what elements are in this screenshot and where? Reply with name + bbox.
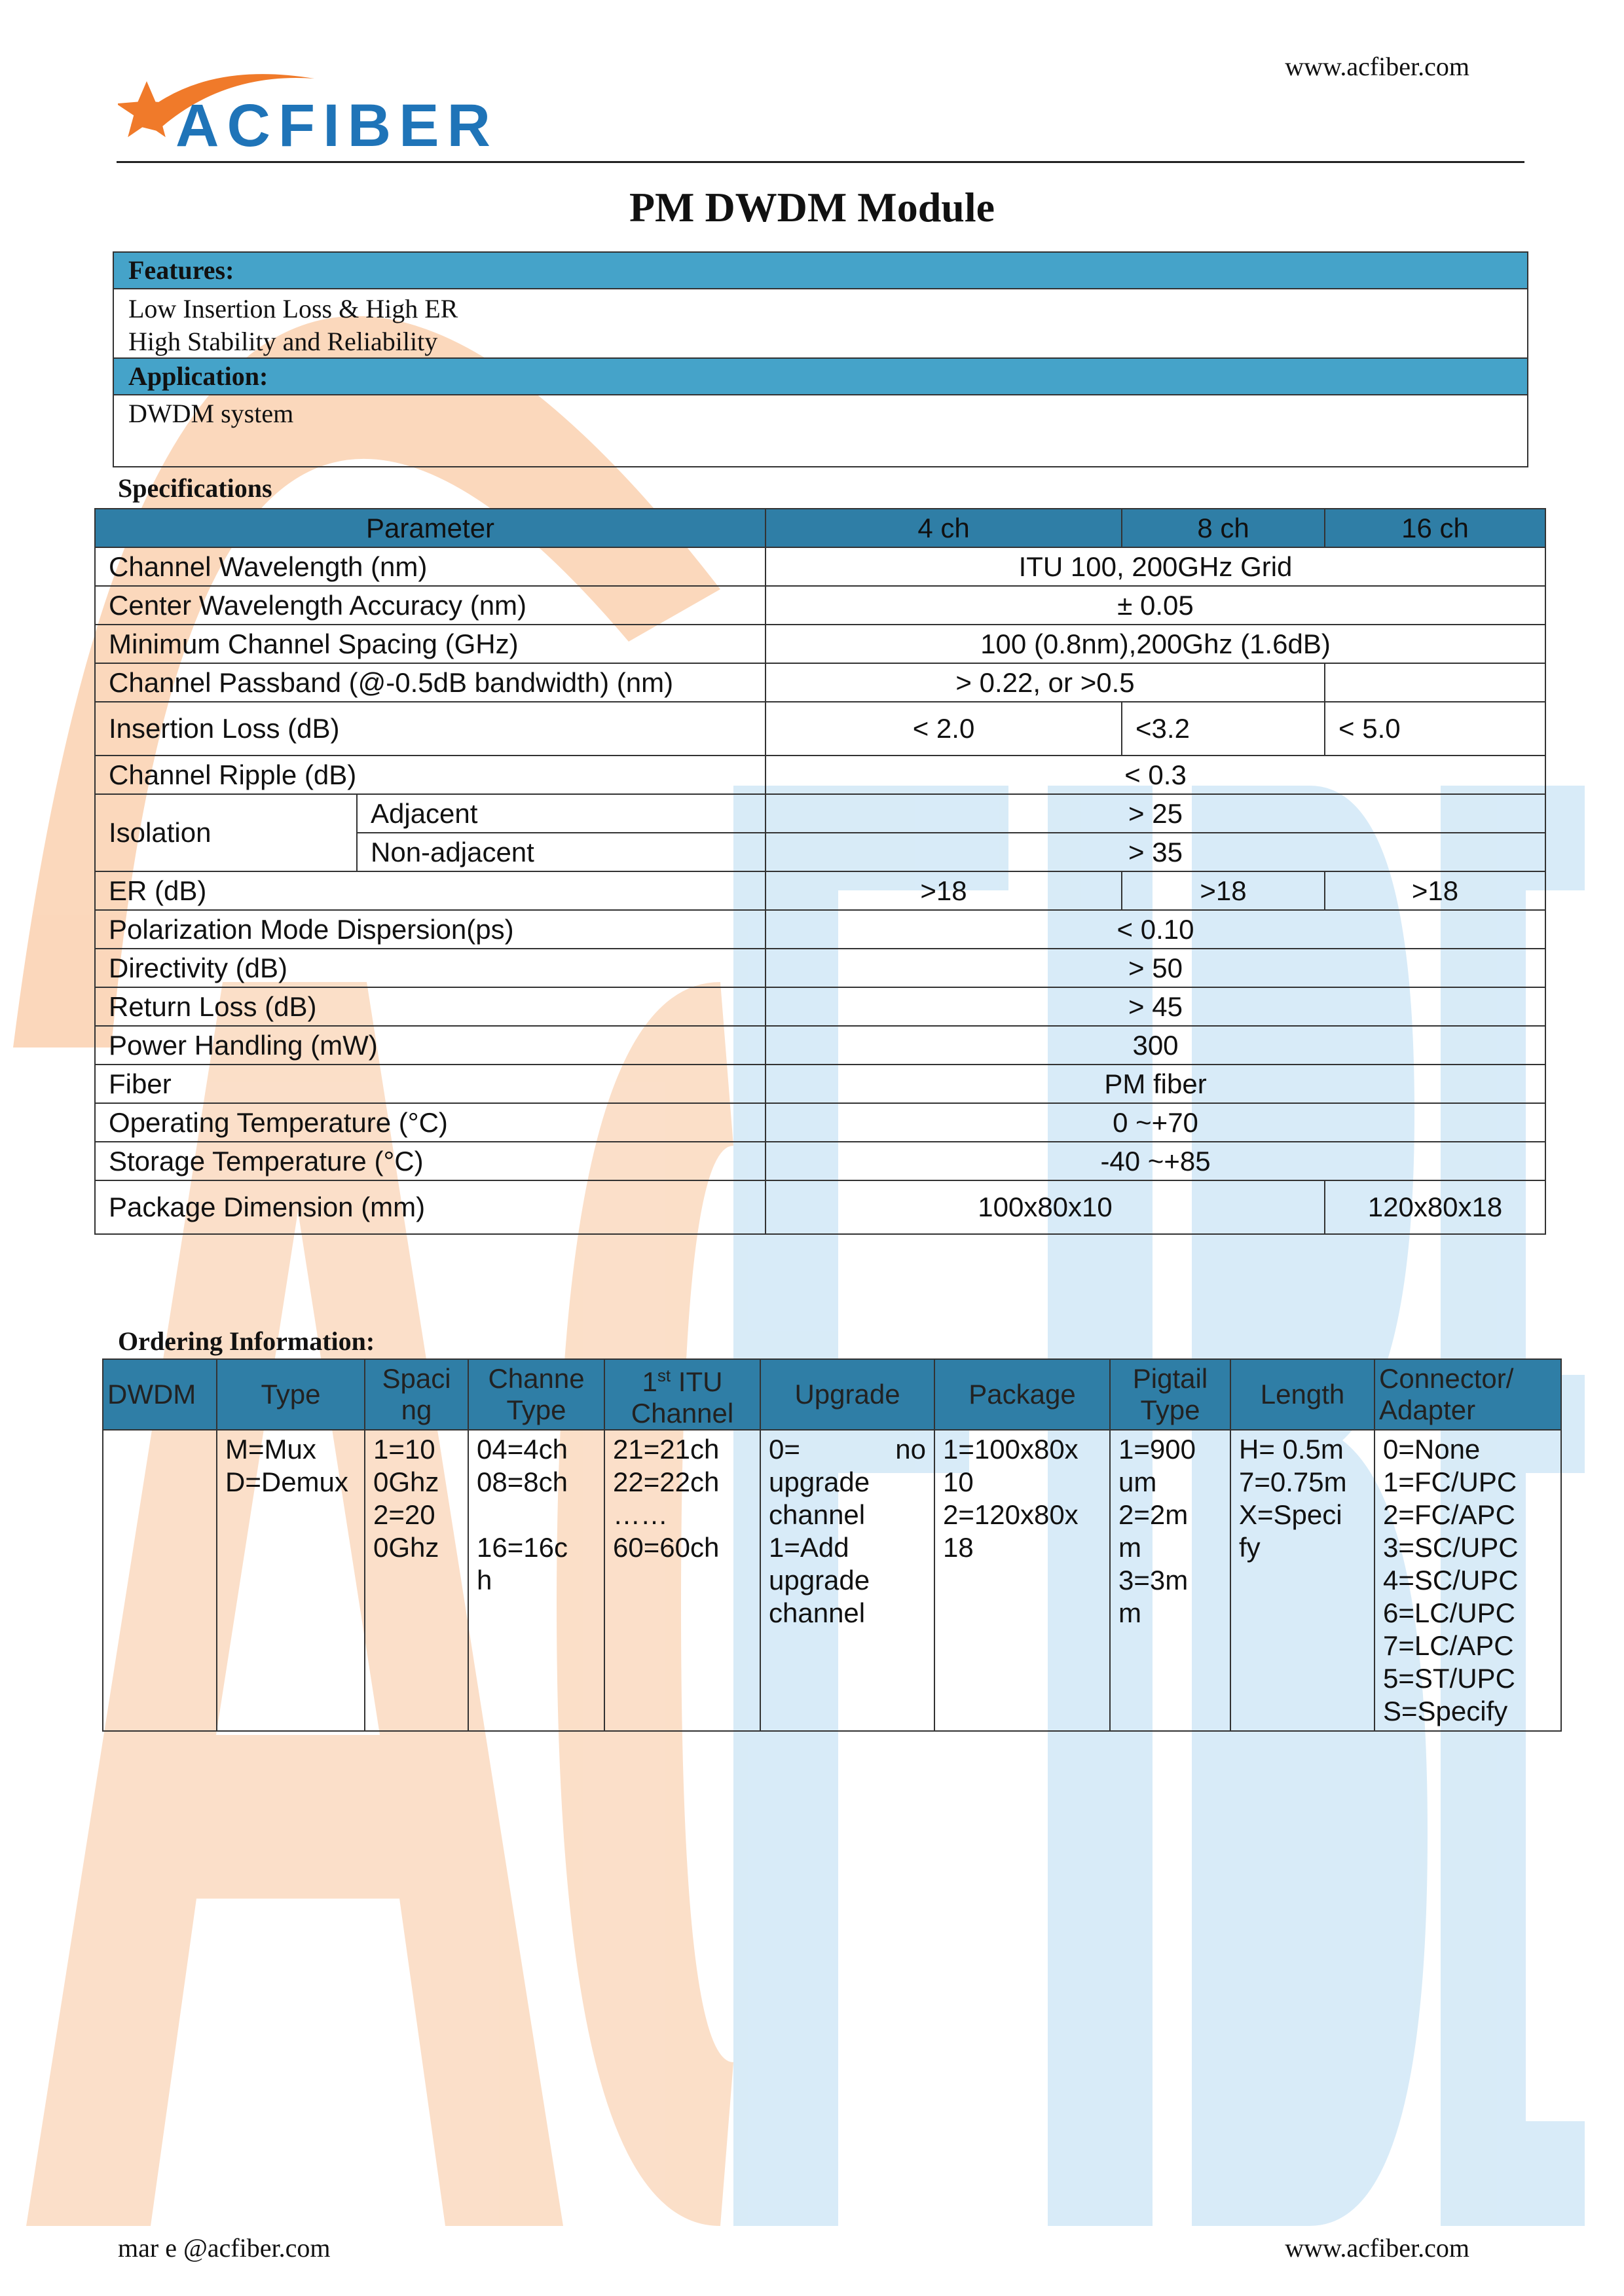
value-cell: > 35 <box>766 833 1545 871</box>
table-row <box>95 702 1545 756</box>
param-cell: Minimum Channel Spacing (GHz) <box>95 625 766 663</box>
param-cell: ER (dB) <box>95 871 766 910</box>
type-cell: M=Mux D=Demux <box>217 1430 365 1731</box>
value-cell: < 0.3 <box>766 756 1545 794</box>
value-cell <box>1325 663 1545 702</box>
value-cell: 100 (0.8nm),200Ghz (1.6dB) <box>766 625 1545 663</box>
param-cell: Power Handling (mW) <box>95 1026 766 1065</box>
table-row <box>95 1142 1545 1180</box>
table-row <box>95 987 1545 1026</box>
acfiber-logo <box>118 52 498 164</box>
spec-header-row <box>95 509 1545 547</box>
header-4ch: 4 ch <box>766 509 1122 547</box>
param-cell: Directivity (dB) <box>95 949 766 987</box>
param-cell: Fiber <box>95 1065 766 1103</box>
header-length: Length <box>1230 1359 1375 1430</box>
feature-item: High Stability and Reliability <box>128 327 438 356</box>
features-header: Features: <box>114 251 1527 289</box>
header-connector: Connector/ Adapter <box>1375 1359 1561 1430</box>
page-title: PM DWDM Module <box>629 184 995 230</box>
subparam-cell: Non-adjacent <box>357 833 766 871</box>
table-row <box>95 871 1545 910</box>
table-row <box>95 910 1545 949</box>
table-row <box>95 625 1545 663</box>
param-cell: Polarization Mode Dispersion(ps) <box>95 910 766 949</box>
upgrade-cell: 0= no upgrade channel 1=Add upgrade channel <box>760 1430 934 1731</box>
header-pigtail-type: Pigtail Type <box>1110 1359 1230 1430</box>
header-upgrade: Upgrade <box>760 1359 934 1430</box>
table-row <box>95 1065 1545 1103</box>
footer-email[interactable]: mar e @acfiber.com <box>118 2233 331 2263</box>
value-cell: ± 0.05 <box>766 586 1545 625</box>
specifications-table <box>94 508 1546 1235</box>
param-cell: Channel Wavelength (nm) <box>95 547 766 586</box>
value-cell: 100x80x10 <box>766 1180 1325 1234</box>
param-cell: Channel Ripple (dB) <box>95 756 766 794</box>
value-cell: > 45 <box>766 987 1545 1026</box>
value-cell: <3.2 <box>1122 702 1325 756</box>
param-cell: Operating Temperature (°C) <box>95 1103 766 1142</box>
footer-website[interactable]: www.acfiber.com <box>1285 2233 1469 2263</box>
dwdm-cell <box>103 1430 217 1731</box>
value-cell: > 50 <box>766 949 1545 987</box>
value-cell: 0 ~+70 <box>766 1103 1545 1142</box>
ordering-header-row <box>103 1359 1561 1430</box>
header-channel-type: Channe Type <box>468 1359 604 1430</box>
header-8ch: 8 ch <box>1122 509 1325 547</box>
subparam-cell: Adjacent <box>357 794 766 833</box>
value-cell: 120x80x18 <box>1325 1180 1545 1234</box>
features-box <box>113 251 1528 467</box>
header-16ch: 16 ch <box>1325 509 1545 547</box>
header-package: Package <box>934 1359 1110 1430</box>
table-row <box>95 547 1545 586</box>
table-row <box>95 1026 1545 1065</box>
ordering-values-row <box>103 1430 1561 1731</box>
value-cell: < 0.10 <box>766 910 1545 949</box>
value-cell: >18 <box>766 871 1122 910</box>
logo-text: ACFIBER <box>175 92 498 159</box>
length-cell: H= 0.5m 7=0.75m X=Speci fy <box>1230 1430 1375 1731</box>
value-cell: >18 <box>1122 871 1325 910</box>
value-cell: PM fiber <box>766 1065 1545 1103</box>
connector-cell: 0=None 1=FC/UPC 2=FC/APC 3=SC/UPC 4=SC/UPC 6=LC/UPC 7=LC/APC 5=ST/UPC S=Specify <box>1375 1430 1561 1731</box>
table-row <box>95 756 1545 794</box>
header-website: www.acfiber.com <box>1285 52 1469 81</box>
value-cell: ITU 100, 200GHz Grid <box>766 547 1545 586</box>
param-cell: Isolation <box>95 794 357 871</box>
application-header: Application: <box>114 357 1527 395</box>
header-itu-channel: 1st ITU Channel <box>604 1359 760 1430</box>
feature-item: Low Insertion Loss & High ER <box>128 294 458 323</box>
ordering-label: Ordering Information: <box>118 1326 375 1356</box>
channel-type-cell: 04=4ch 08=8ch 16=16c h <box>468 1430 604 1731</box>
ordering-table <box>102 1358 1562 1732</box>
itu-channel-cell: 21=21ch 22=22ch …… 60=60ch <box>604 1430 760 1731</box>
value-cell: > 25 <box>766 794 1545 833</box>
spacing-cell: 1=10 0Ghz 2=20 0Ghz <box>365 1430 468 1731</box>
param-cell: Channel Passband (@-0.5dB bandwidth) (nm) <box>95 663 766 702</box>
table-row <box>95 1180 1545 1234</box>
table-row <box>95 663 1545 702</box>
pigtail-cell: 1=900 um 2=2m m 3=3m m <box>1110 1430 1230 1731</box>
value-cell: < 2.0 <box>766 702 1122 756</box>
application-item: DWDM system <box>128 399 294 428</box>
value-cell: -40 ~+85 <box>766 1142 1545 1180</box>
table-row <box>95 586 1545 625</box>
param-cell: Return Loss (dB) <box>95 987 766 1026</box>
header-dwdm: DWDM <box>103 1359 217 1430</box>
header-type: Type <box>217 1359 365 1430</box>
param-cell: Center Wavelength Accuracy (nm) <box>95 586 766 625</box>
value-cell: > 0.22, or >0.5 <box>766 663 1325 702</box>
specifications-label: Specifications <box>118 473 272 503</box>
header-divider <box>117 161 1524 163</box>
value-cell: < 5.0 <box>1325 702 1545 756</box>
header-parameter: Parameter <box>95 509 766 547</box>
value-cell: >18 <box>1325 871 1545 910</box>
table-row <box>95 949 1545 987</box>
param-cell: Insertion Loss (dB) <box>95 702 766 756</box>
param-cell: Storage Temperature (°C) <box>95 1142 766 1180</box>
value-cell: 300 <box>766 1026 1545 1065</box>
table-row <box>95 1103 1545 1142</box>
param-cell: Package Dimension (mm) <box>95 1180 766 1234</box>
table-row <box>95 794 1545 833</box>
package-cell: 1=100x80x 10 2=120x80x 18 <box>934 1430 1110 1731</box>
header-spacing: Spaci ng <box>365 1359 468 1430</box>
